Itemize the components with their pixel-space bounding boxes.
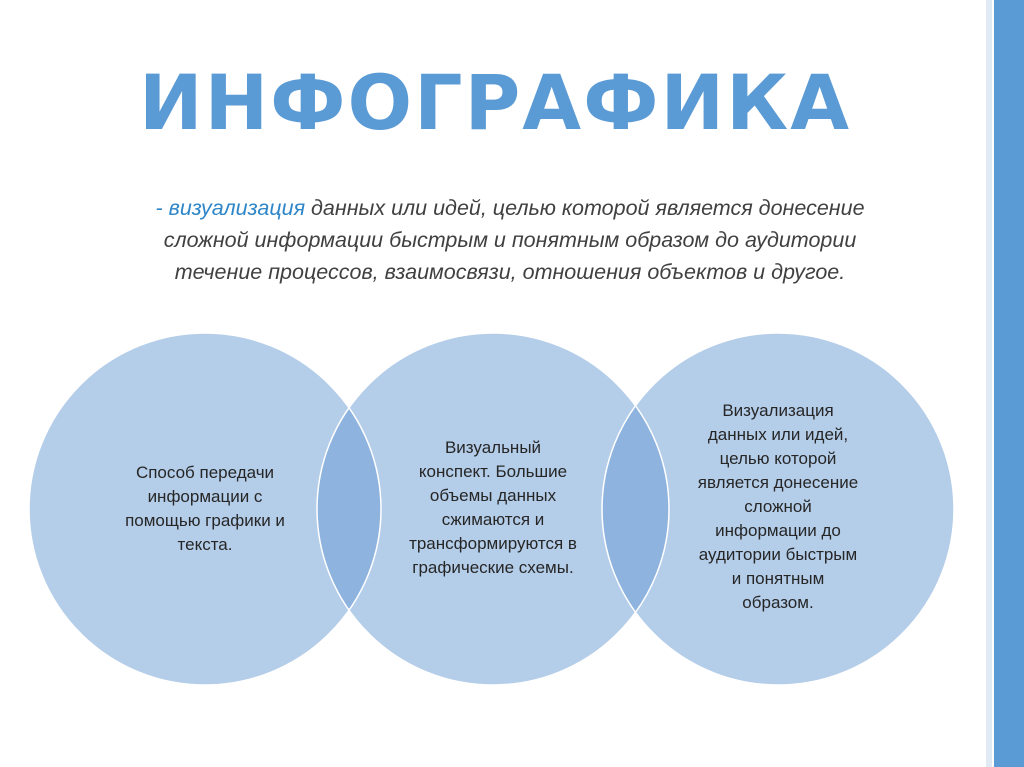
slide-title: ИНФОГРАФИКА bbox=[138, 58, 852, 147]
circle-3-line: является донесение bbox=[697, 473, 859, 492]
circle-3-line: данных или идей, bbox=[707, 425, 849, 444]
circle-1-line: информации с bbox=[147, 487, 263, 506]
circle-3-line: сложной bbox=[744, 497, 812, 516]
circle-3-line: Визуализация bbox=[722, 401, 834, 420]
definition-line-3: течение процессов, взаимосвязи, отношения объектов и другое. bbox=[174, 260, 846, 284]
definition-line-1-rest: данных или идей, целью которой является донесение bbox=[305, 196, 865, 220]
circle-3-line: целью которой bbox=[719, 449, 837, 468]
circle-1-line: помощью графики и bbox=[125, 511, 285, 530]
circle-3-line: аудитории быстрым bbox=[698, 545, 858, 564]
definition-line-2: сложной информации быстрым и понятным образом до аудитории bbox=[163, 228, 857, 252]
circle-2-line: графические схемы. bbox=[412, 558, 574, 577]
circle-1-line: Способ передачи bbox=[135, 463, 275, 482]
circle-2-line: Визуальный bbox=[444, 438, 542, 457]
circle-3-line: информации до bbox=[715, 521, 841, 540]
circle-2-line: объемы данных bbox=[429, 486, 557, 505]
circle-3-line: образом. bbox=[742, 593, 814, 612]
circle-2-line: конспект. Большие bbox=[418, 462, 568, 481]
circle-2-line: сжимаются и bbox=[441, 510, 545, 529]
circle-1-line: текста. bbox=[177, 535, 233, 554]
circle-3-text bbox=[668, 399, 888, 615]
circle-1-text bbox=[100, 461, 310, 557]
definition-prefix: - визуализация bbox=[155, 196, 306, 220]
circle-2-text bbox=[378, 436, 608, 580]
circle-2-line: трансформируются в bbox=[409, 534, 577, 553]
circle-3-line: и понятным bbox=[731, 569, 825, 588]
